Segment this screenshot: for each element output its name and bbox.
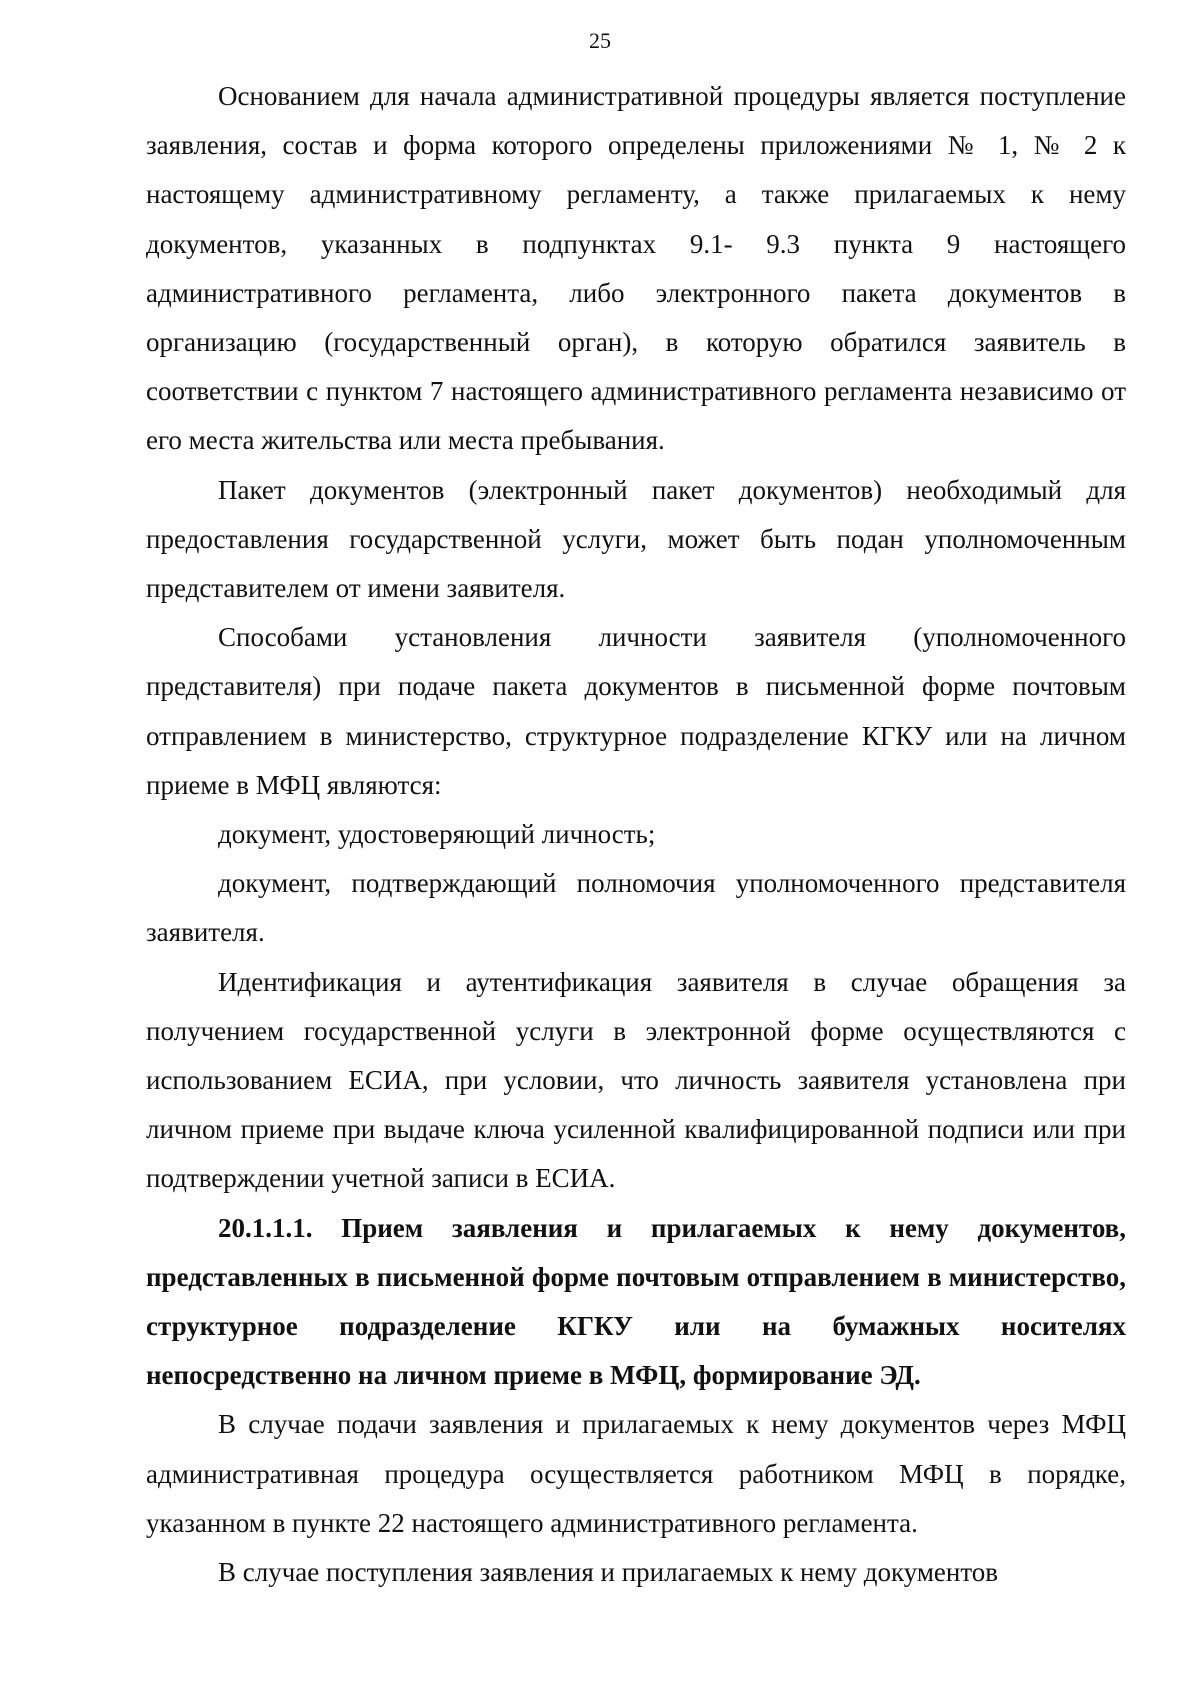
- document-body: [146, 72, 1126, 1597]
- page-number: 25: [589, 28, 611, 53]
- paragraph-esia-authentication: Идентификация и аутентификация заявителя в случае обращения за получением государственной услуги в электронной форме осуществляются с использованием ЕСИА, при условии, что личность заявителя установлена при личном приеме при выдаче ключа усиленной квалифицированной подписи или при подтверждении учетной записи в ЕСИА.: [146, 966, 1126, 1194]
- section-heading-20-1-1-1: 20.1.1.1. Прием заявления и прилагаемых к нему документов, представленных в письменной форме почтовым отправлением в министерство, структурное подразделение КГКУ или на бумажных носителях непосредственно на личном приеме в МФЦ, формирование ЭД.: [146, 1212, 1126, 1391]
- paragraph-receipt-continuation: В случае поступления заявления и прилагаемых к нему документов: [218, 1557, 999, 1588]
- list-item-identity-document: документ, удостоверяющий личность;: [218, 819, 656, 850]
- paragraph-mfc-submission: В случае подачи заявления и прилагаемых к нему документов через МФЦ административная процедура осуществляется работником МФЦ в порядке, указанном в пункте 22 настоящего административного регламента.: [146, 1409, 1126, 1538]
- paragraph-basis: Основанием для начала административной процедуры является поступление заявления, состав и форма которого определены приложениями № 1, № 2 к настоящему административному регламенту, а также прилагаемых к нему документов, указанных в подпунктах 9.1- 9.3 пункта 9 настоящего административного регламента, либо электронного пакета документов в организацию (государственный орган), в которую обратился заявитель в соответствии с пунктом 7 настоящего административного регламента независимо от его места жительства или места пребывания.: [146, 81, 1126, 456]
- list-item-authority-document: документ, подтверждающий полномочия уполномоченного представителя заявителя.: [146, 868, 1126, 948]
- paragraph-document-package: Пакет документов (электронный пакет документов) необходимый для предоставления государственной услуги, может быть подан уполномоченным представителем от имени заявителя.: [146, 474, 1126, 604]
- paragraph-identification-methods: Способами установления личности заявителя (уполномоченного представителя) при подаче пакета документов в письменной форме почтовым отправлением в министерство, структурное подразделение КГКУ или на личном приеме в МФЦ являются:: [146, 622, 1126, 800]
